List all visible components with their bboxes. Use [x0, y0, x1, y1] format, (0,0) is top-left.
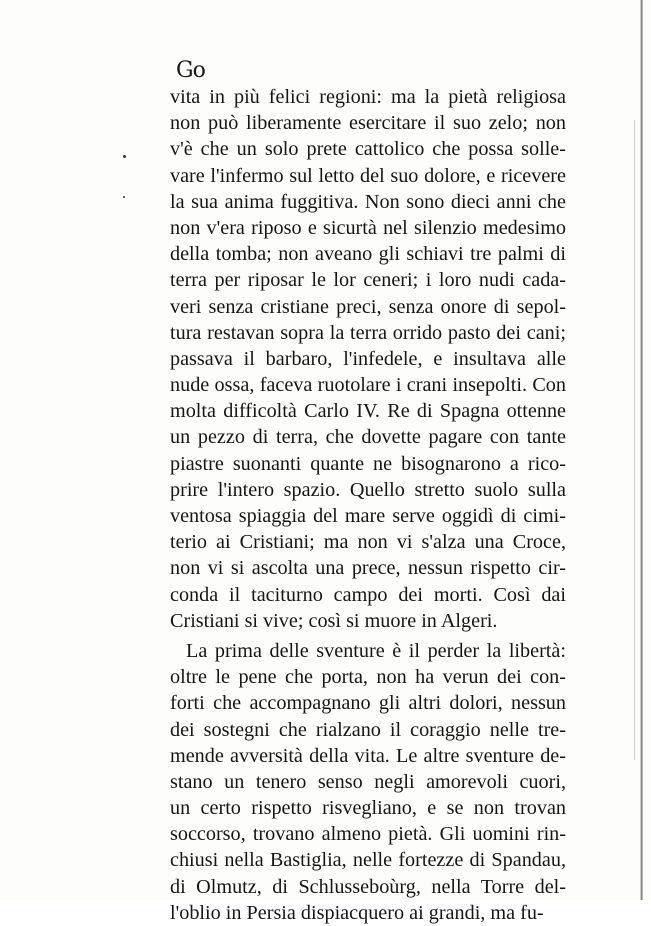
text-line: passava il barbaro, l'infedele, e insultava alle — [170, 347, 566, 370]
text-line: forti che accompagnano gli altri dolori, nessun — [170, 692, 566, 715]
text-line: di Olmutz, di Schlusseboùrg, nella Torre del- — [170, 875, 566, 898]
text-line: stano un tenero senso negli amorevoli cuori, — [170, 770, 566, 793]
text-line: della tomba; non aveano gli schiavi tre palmi di — [170, 243, 566, 266]
text-line: un pezzo di terra, che dovette pagare con tante — [170, 426, 566, 449]
margin-speck — [123, 155, 126, 158]
margin-speck — [123, 196, 125, 198]
text-line: l'oblio in Persia dispiacquero ai grandi, ma fu- — [170, 901, 544, 924]
text-line: terio ai Cristiani; ma non vi s'alza una Croce, — [170, 531, 566, 554]
text-line: un certo rispetto risvegliano, e se non trovan — [170, 797, 566, 820]
text-line: tura restavan sopra la terra orrido pasto dei cani; — [170, 321, 566, 344]
text-line: chiusi nella Bastiglia, nelle fortezze di Spandau, — [170, 849, 566, 872]
text-line: oltre le pene che porta, non ha verun dei con- — [170, 666, 566, 689]
spine-shadow — [640, 0, 643, 900]
text-line: soccorso, trovano almeno pietà. Gli uomini rin- — [170, 823, 566, 846]
text-line: non v'era riposo e sicurtà nel silenzio medesimo — [170, 216, 566, 239]
spine-edge-line — [634, 120, 635, 760]
text-line: La prima delle sventure è il perder la libertà: — [186, 639, 566, 662]
text-line: non vi si ascolta una prece, nessun rispetto cir- — [170, 557, 566, 580]
text-line: prire l'intero spazio. Quello stretto suolo sulla — [170, 478, 566, 501]
text-line: veri senza cristiane preci, senza onore di sepol- — [170, 295, 566, 318]
text-line: terra per riposar le lor ceneri; i loro nudi cada- — [170, 269, 566, 292]
text-line: non può liberamente esercitare il suo zelo; non — [170, 112, 566, 135]
text-line: dei sostegni che rialzano il coraggio nelle tre- — [170, 718, 566, 741]
text-line: la sua anima fuggitiva. Non sono dieci anni che — [170, 190, 566, 213]
text-line: mende avversità della vita. Le altre sventure de- — [170, 744, 566, 767]
text-line: vare l'infermo sul letto del suo dolore, e ricevere — [170, 164, 566, 187]
text-line: conda il taciturno campo dei morti. Così dai — [170, 583, 566, 606]
body-text — [170, 84, 566, 926]
text-line: ventosa spiaggia del mare serve oggidì di cimi- — [170, 505, 566, 527]
page-number: Go — [176, 58, 205, 83]
text-line: molta difficoltà Carlo IV. Re di Spagna ottenne — [170, 400, 566, 423]
text-line: v'è che un solo prete cattolico che possa solle- — [170, 138, 566, 161]
text-line: piastre suonanti quante ne bisognarono a rico- — [170, 452, 566, 475]
text-line: nude ossa, faceva ruotolare i crani insepolti. Con — [170, 374, 566, 397]
text-line: vita in più felici regioni: ma la pietà religiosa — [170, 86, 566, 108]
text-line: Cristiani si vive; così si muore in Algeri. — [170, 609, 498, 632]
